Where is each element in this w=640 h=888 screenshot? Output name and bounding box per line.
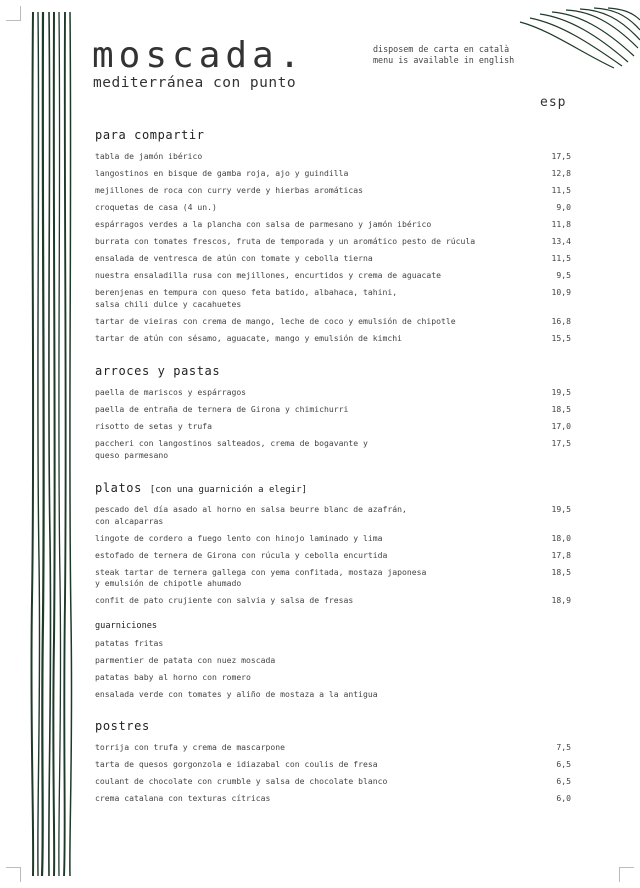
side-item: patatas fritas — [95, 637, 164, 648]
item-name: ensalada de ventresca de atún con tomate y cebolla tierna — [95, 253, 373, 263]
item-name: mejillones de roca con curry verde y hierbas aromáticas — [95, 185, 364, 195]
menu-item — [95, 550, 571, 562]
item-name: croquetas de casa (4 un.) — [95, 202, 217, 212]
item-name-line: berenjenas en tempura con queso feta batido, albahaca, tahini, — [95, 287, 398, 297]
section-platos — [95, 481, 571, 607]
section-title — [95, 481, 571, 495]
menu-body — [95, 128, 571, 827]
item-price: 9,5 — [556, 270, 571, 280]
item-price: 16,8 — [551, 315, 571, 326]
side-item: parmentier de patata con nuez moscada — [95, 654, 276, 665]
item-name: tabla de jamón ibérico — [95, 151, 203, 161]
item-price: 15,5 — [551, 332, 571, 343]
language-code: esp — [540, 95, 567, 110]
language-availability-note — [373, 44, 514, 66]
menu-item — [95, 742, 571, 754]
section-title: arroces y pastas — [95, 364, 221, 378]
item-price: 19,5 — [551, 387, 571, 397]
item-price: 18,9 — [551, 595, 571, 605]
english-note: menu is available in english — [373, 55, 515, 65]
section-title-text: platos — [95, 481, 142, 495]
subsection-title: guarniciones — [95, 620, 158, 631]
crop-mark-bottom-right — [619, 867, 634, 882]
menu-item — [95, 438, 571, 461]
item-name-line: salsa chili dulce y cacahuetes — [95, 298, 242, 309]
item-price: 19,5 — [551, 504, 571, 514]
item-price: 6,5 — [556, 776, 571, 786]
menu-item — [95, 404, 571, 416]
catalan-note: disposem de carta en català — [373, 44, 510, 54]
decorative-stripes — [0, 0, 80, 888]
item-name: paella de mariscos y espárragos — [95, 387, 247, 397]
item-name: espárragos verdes a la plancha con salsa de parmesano y jamón ibérico — [95, 219, 432, 229]
item-name-line: con alcaparras — [95, 515, 164, 526]
menu-item — [95, 421, 571, 433]
restaurant-logo: moscada. — [92, 35, 306, 76]
menu-item — [95, 236, 571, 248]
item-price: 18,5 — [551, 566, 571, 577]
menu-item — [95, 387, 571, 399]
menu-item — [95, 270, 571, 282]
item-name: coulant de chocolate con crumble y salsa de chocolate blanco — [95, 776, 388, 786]
item-name: confit de pato crujiente con salvia y salsa de fresas — [95, 595, 354, 605]
menu-item — [95, 567, 571, 590]
item-name: tartar de vieiras con crema de mango, leche de coco y emulsión de chipotle — [95, 315, 456, 326]
item-price: 11,5 — [551, 253, 571, 263]
crop-mark-bottom-left — [6, 867, 21, 882]
item-name — [95, 567, 426, 590]
item-name-line: pescado del día asado al horno en salsa beurre blanc de azafrán, — [95, 504, 407, 514]
menu-item — [95, 595, 571, 607]
section-note: [con una guarnición a elegir] — [149, 485, 307, 495]
menu-item — [95, 504, 571, 527]
section-arroces-y-pastas — [95, 364, 571, 461]
item-price: 18,5 — [551, 404, 571, 414]
section-title: para compartir — [95, 128, 205, 142]
menu-item — [95, 776, 571, 788]
item-price: 11,5 — [551, 185, 571, 195]
item-name: langostinos en bisque de gamba roja, ajo y guindilla — [95, 168, 349, 178]
menu-item — [95, 287, 571, 310]
item-price: 17,5 — [551, 151, 571, 161]
item-price: 7,5 — [556, 742, 571, 752]
item-price: 11,8 — [551, 219, 571, 229]
item-price: 6,5 — [556, 759, 571, 769]
item-price: 17,0 — [551, 421, 571, 431]
item-price: 10,9 — [551, 287, 571, 297]
item-name-line: queso parmesano — [95, 449, 169, 460]
item-price: 9,0 — [556, 202, 571, 212]
item-name: lingote de cordero a fuego lento con hinojo laminado y lima — [95, 532, 383, 543]
menu-item — [95, 533, 571, 545]
item-name: crema catalana con texturas cítricas — [95, 793, 271, 803]
menu-item — [95, 151, 571, 163]
item-price: 17,5 — [551, 438, 571, 448]
menu-item — [95, 316, 571, 328]
item-name: estofado de ternera de Girona con rúcula y cebolla encurtida — [95, 549, 388, 560]
item-name: paella de entraña de ternera de Girona y chimichurri — [95, 404, 349, 414]
menu-item — [95, 168, 571, 180]
section-guarniciones — [95, 621, 571, 701]
item-price: 6,0 — [556, 793, 571, 803]
section-postres — [95, 719, 571, 805]
item-name: torrija con trufa y crema de mascarpone — [95, 742, 286, 752]
item-name — [95, 504, 407, 527]
side-item: ensalada verde con tomates y aliño de mostaza a la antigua — [95, 688, 378, 699]
item-name-line: y emulsión de chipotle ahumado — [95, 578, 242, 588]
decorative-corner-lines — [510, 0, 640, 70]
item-price: 17,8 — [551, 549, 571, 560]
side-item: patatas baby al horno con romero — [95, 671, 251, 682]
item-name — [95, 287, 397, 310]
item-name-line: paccheri con langostinos salteados, crema de bogavante y — [95, 438, 368, 448]
menu-item — [95, 219, 571, 231]
item-name: risotto de setas y trufa — [95, 421, 212, 431]
item-price: 12,8 — [551, 168, 571, 178]
menu-item — [95, 793, 571, 805]
item-name: tartar de atún con sésamo, aguacate, mango y emulsión de kimchi — [95, 332, 402, 343]
menu-item — [95, 202, 571, 214]
menu-item — [95, 333, 571, 345]
menu-item — [95, 759, 571, 771]
section-title: postres — [95, 719, 150, 733]
item-name: burrata con tomates frescos, fruta de temporada y un aromático pesto de rúcula — [95, 236, 476, 246]
menu-item — [95, 185, 571, 197]
item-name-line: steak tartar de ternera gallega con yema confitada, mostaza japonesa — [95, 566, 427, 577]
restaurant-tagline: mediterránea con punto — [93, 75, 297, 91]
item-name — [95, 438, 368, 461]
item-name: tarta de quesos gorgonzola e idiazabal con coulis de fresa — [95, 759, 378, 769]
item-price: 18,0 — [551, 532, 571, 543]
item-price: 13,4 — [551, 236, 571, 246]
menu-item — [95, 253, 571, 265]
section-para-compartir — [95, 128, 571, 344]
item-name: nuestra ensaladilla rusa con mejillones, encurtidos y crema de aguacate — [95, 270, 441, 280]
crop-mark-top-left — [6, 6, 21, 21]
